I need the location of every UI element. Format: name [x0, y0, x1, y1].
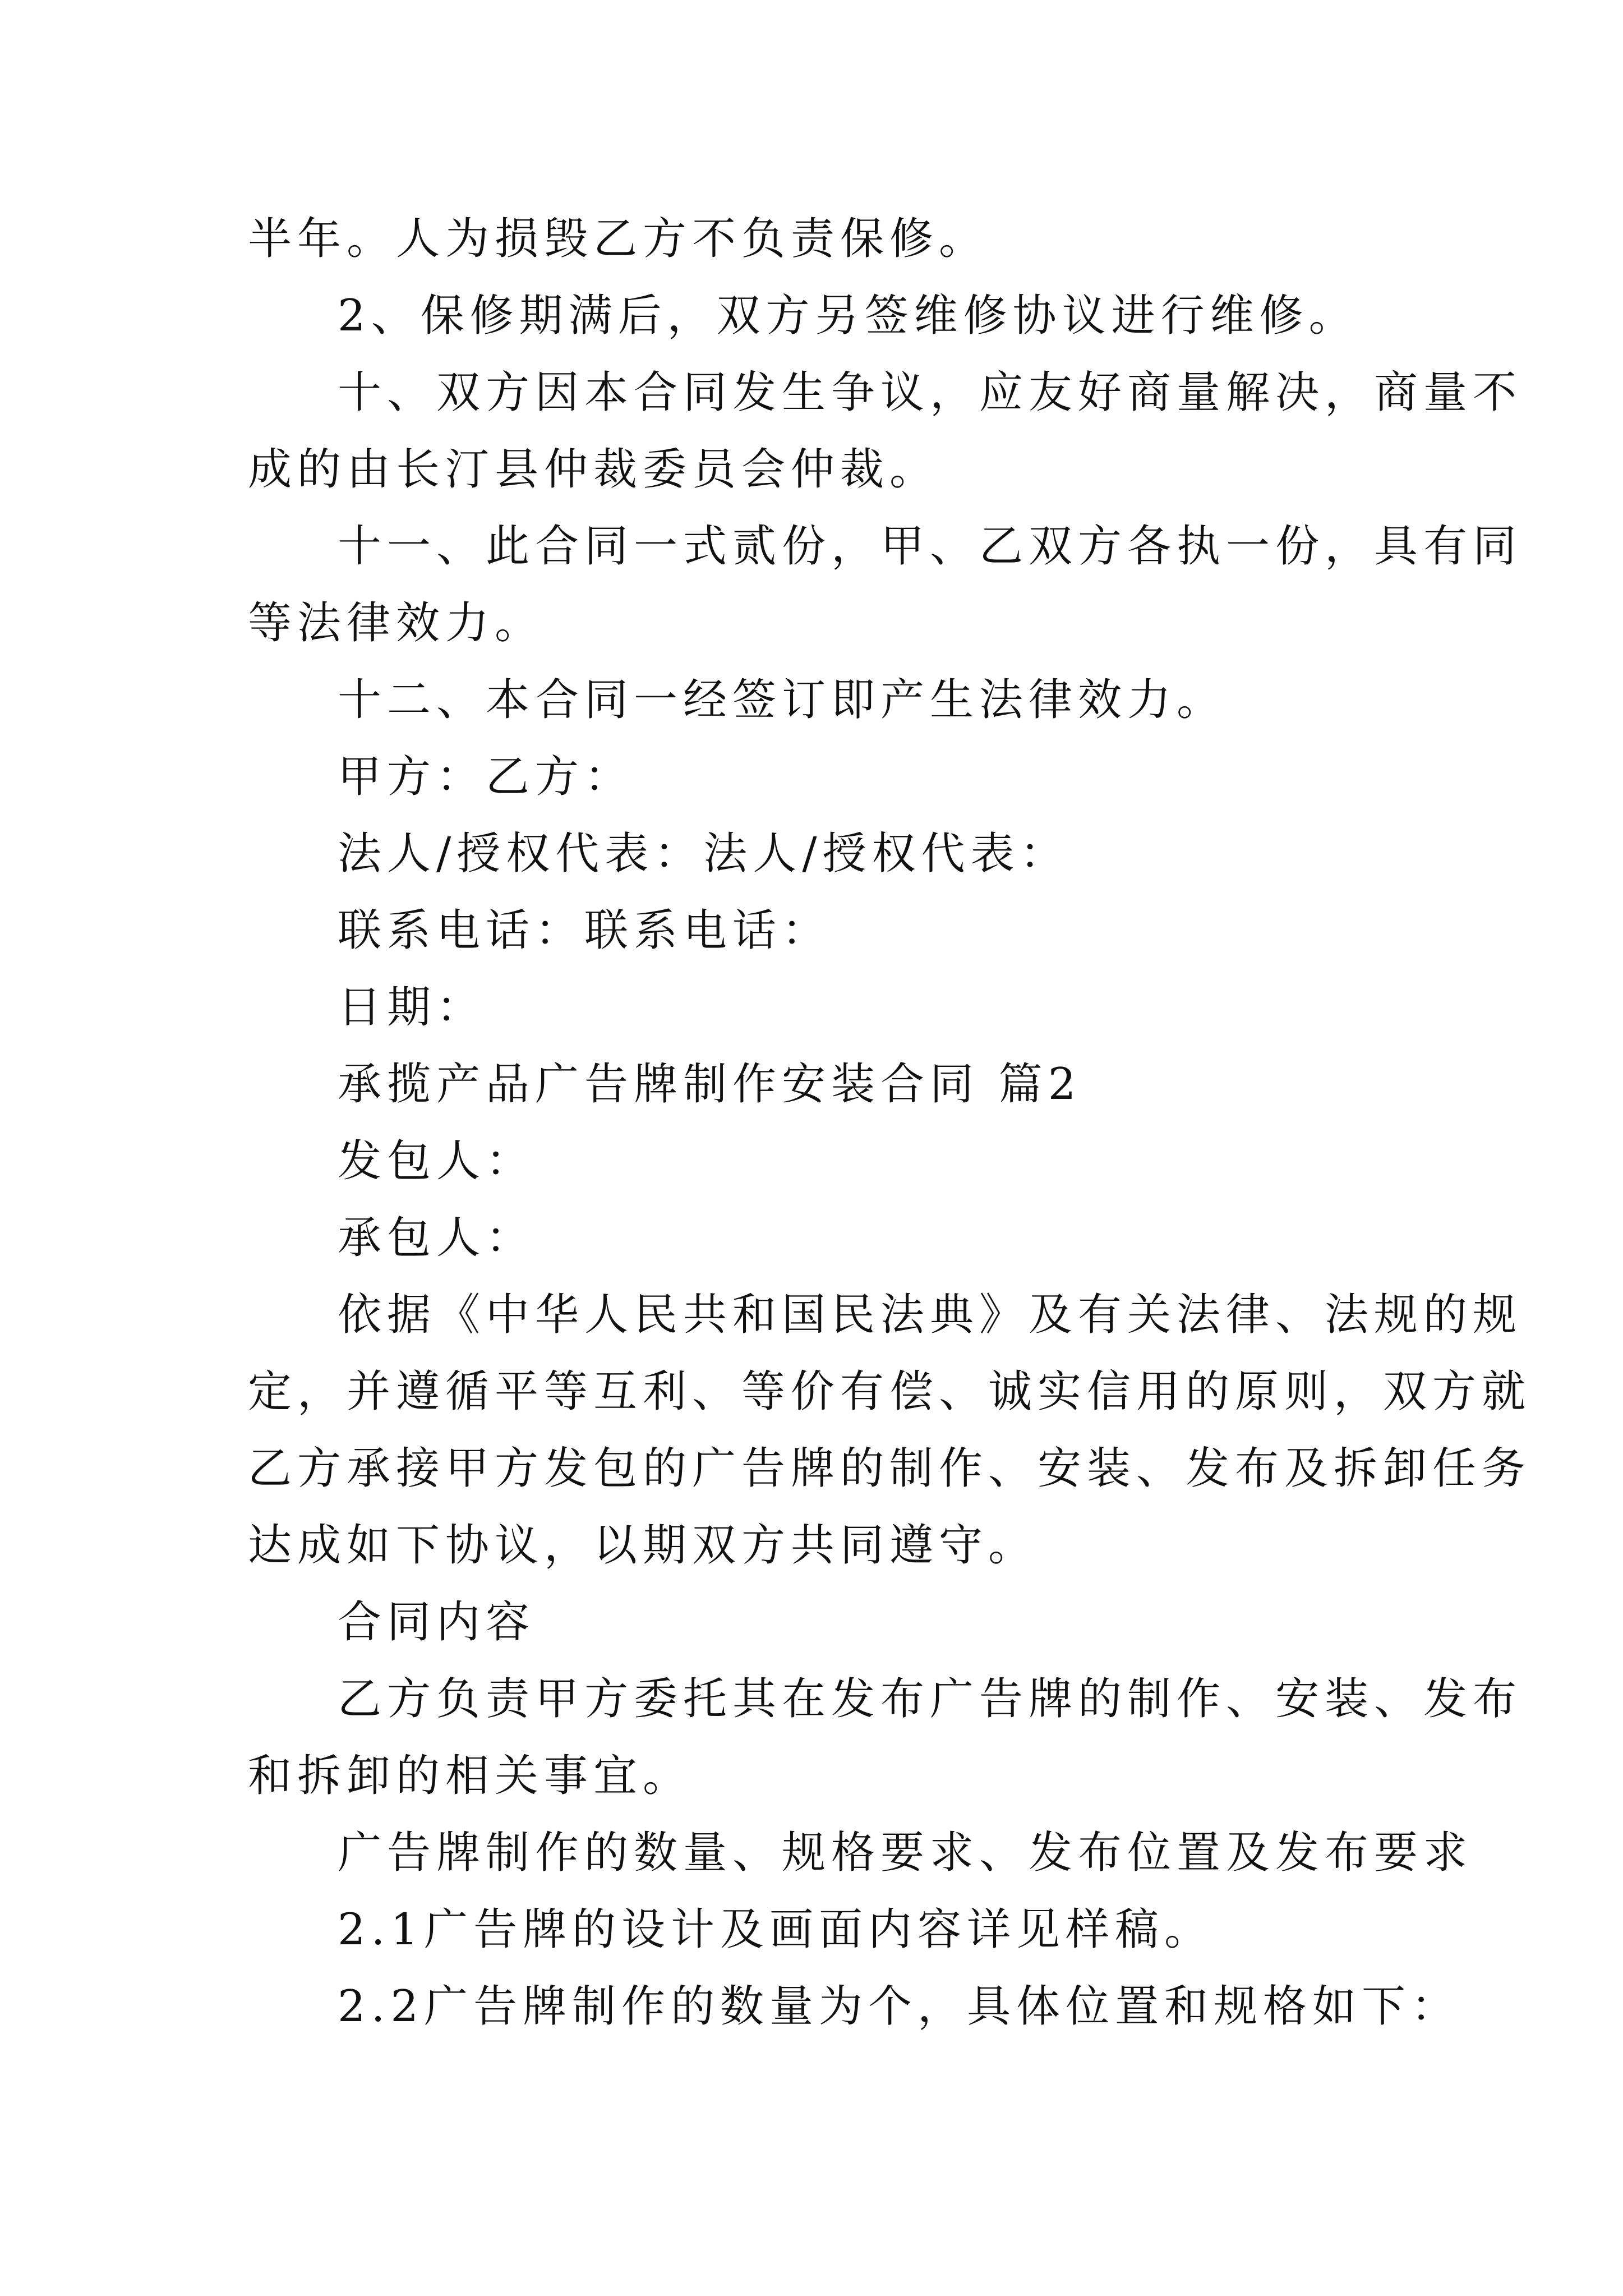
document-body [248, 201, 1532, 2045]
text-line-13: 发包人： [338, 1136, 536, 1186]
text-line-22: 广告牌制作的数量、规格要求、发布位置及发布要求 [338, 1828, 1473, 1878]
text-line-3: 十、双方因本合同发生争议，应友好商量解决，商量不 [338, 367, 1523, 418]
text-line-6: 等法律效力。 [248, 598, 545, 648]
text-line-16: 定，并遵循平等互利、等价有偿、诚实信用的原则，双方就 [248, 1366, 1532, 1417]
text-line-18: 达成如下协议，以期双方共同遵守。 [248, 1520, 1038, 1571]
text-line-1: 半年。人为损毁乙方不负责保修。 [248, 214, 989, 264]
text-line-4: 成的由长汀县仲裁委员会仲裁。 [248, 444, 939, 495]
text-line-7: 十二、本合同一经签订即产生法律效力。 [338, 675, 1227, 725]
text-line-14: 承包人： [338, 1213, 536, 1263]
text-line-15: 依据《中华人民共和国民法典》及有关法律、法规的规 [338, 1290, 1523, 1340]
text-line-19: 合同内容 [338, 1597, 536, 1648]
text-line-17: 乙方承接甲方发包的广告牌的制作、安装、发布及拆卸任务 [248, 1443, 1532, 1494]
text-line-2: 2、保修期满后，双方另签维修协议进行维修。 [338, 291, 1358, 341]
section-title: 承揽产品广告牌制作安装合同 篇2 [338, 1059, 1082, 1110]
text-line-5: 十一、此合同一式贰份，甲、乙双方各执一份，具有同 [338, 521, 1523, 572]
text-line-11: 日期： [338, 982, 486, 1033]
text-line-8: 甲方：乙方： [338, 752, 634, 802]
text-line-20: 乙方负责甲方委托其在发布广告牌的制作、安装、发布 [338, 1674, 1523, 1724]
text-line-10: 联系电话：联系电话： [338, 905, 832, 956]
text-line-21: 和拆卸的相关事宜。 [248, 1751, 693, 1801]
text-line-23: 2.1广告牌的设计及画面内容详见样稿。 [338, 1904, 1214, 1955]
text-line-9: 法人/授权代表：法人/授权代表： [338, 829, 1069, 879]
text-line-24: 2.2广告牌制作的数量为个，具体位置和规格如下： [338, 1981, 1461, 2032]
